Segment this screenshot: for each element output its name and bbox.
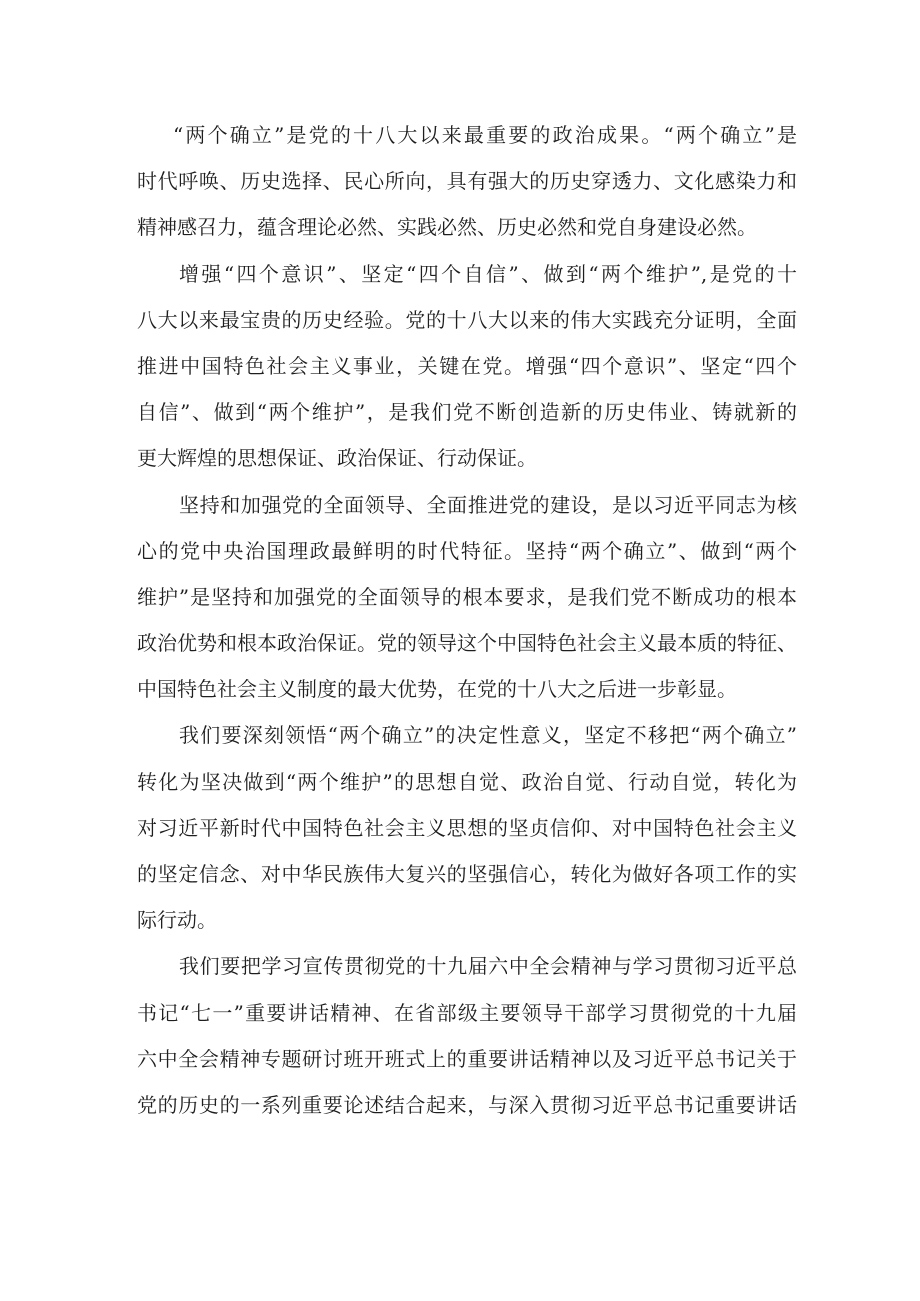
text-line: 我们要深刻领悟“两个确立”的决定性意义，坚定不移把“两个确立” — [179, 723, 797, 748]
text-line: 时代呼唤、历史选择、民心所向，具有强大的历史穿透力、文化感染力和 — [137, 169, 797, 194]
text-line: 推进中国特色社会主义事业，关键在党。增强“四个意识”、坚定“四个 — [137, 353, 797, 378]
text-line: 转化为坚决做到“两个维护”的思想自觉、政治自觉、行动自觉，转化为 — [137, 769, 797, 794]
text-line: 对习近平新时代中国特色社会主义思想的坚贞信仰、对中国特色社会主义 — [137, 815, 797, 840]
text-line: 坚持和加强党的全面领导、全面推进党的建设，是以习近平同志为核 — [179, 492, 797, 517]
text-line: 心的党中央治国理政最鲜明的时代特征。坚持“两个确立”、做到“两个 — [137, 538, 797, 563]
document-body — [137, 112, 797, 1128]
text-line: 自信”、做到“两个维护”，是我们党不断创造新的历史伟业、铸就新的 — [137, 400, 797, 425]
paragraph-4 — [137, 712, 797, 943]
text-line: 增强“四个意识”、坚定“四个自信”、做到“两个维护”,是党的十 — [179, 261, 797, 286]
text-line: 八大以来最宝贵的历史经验。党的十八大以来的伟大实践充分证明，全面 — [137, 307, 797, 332]
text-line: 更大辉煌的思想保证、政治保证、行动保证。 — [137, 446, 537, 471]
text-line: “两个确立”是党的十八大以来最重要的政治成果。“两个确立”是 — [173, 123, 797, 147]
text-line: 的坚定信念、对中华民族伟大复兴的坚强信心，转化为做好各项工作的实 — [137, 862, 797, 886]
text-line: 政治优势和根本政治保证。党的领导这个中国特色社会主义最本质的特征、 — [137, 631, 797, 656]
text-line: 际行动。 — [137, 908, 217, 933]
paragraph-3 — [137, 482, 797, 713]
text-line: 我们要把学习宣传贯彻党的十九届六中全会精神与学习贯彻习近平总 — [179, 954, 797, 979]
text-line: 书记“七一”重要讲话精神、在省部级主要领导干部学习贯彻党的十九届 — [137, 1000, 797, 1025]
text-line: 六中全会精神专题研讨班开班式上的重要讲话精神以及习近平总书记关于 — [137, 1046, 797, 1071]
text-line: 党的历史的一系列重要论述结合起来，与深入贯彻习近平总书记重要讲话 — [137, 1092, 797, 1117]
paragraph-2 — [137, 251, 797, 482]
paragraph-1 — [137, 112, 797, 251]
text-line: 维护”是坚持和加强党的全面领导的根本要求，是我们党不断成功的根本 — [137, 584, 797, 609]
text-line: 精神感召力，蕴含理论必然、实践必然、历史必然和党自身建设必然。 — [137, 215, 757, 240]
text-line: 中国特色社会主义制度的最大优势，在党的十八大之后进一步彰显。 — [137, 677, 737, 702]
paragraph-5 — [137, 943, 797, 1128]
